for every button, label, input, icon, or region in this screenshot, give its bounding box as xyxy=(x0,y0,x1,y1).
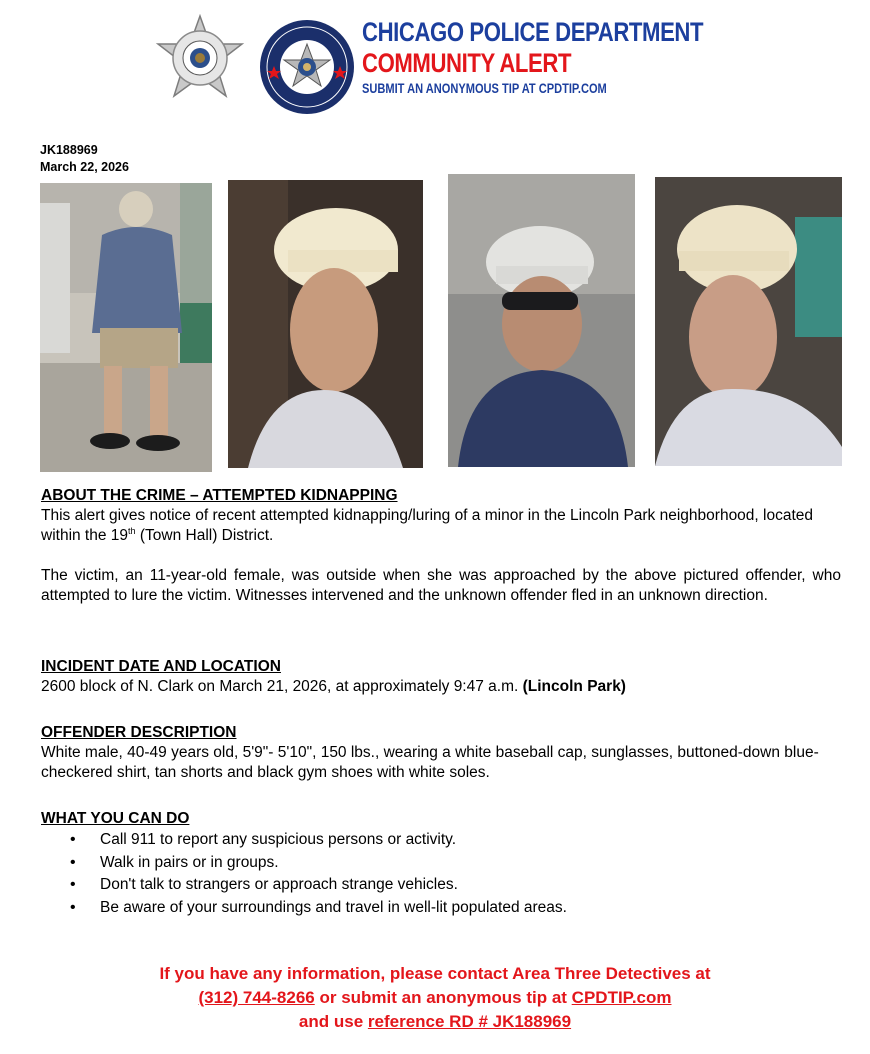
about-p1-text: This alert gives notice of recent attempted kidnapping/luring of a minor in the Lincoln Park neighborhood, located within the 19 xyxy=(41,507,814,544)
cpdtip-link[interactable]: CPDTIP.com xyxy=(571,988,672,1007)
reference-date: March 22, 2026 xyxy=(40,160,129,174)
tips-list xyxy=(41,829,841,919)
department-title: CHICAGO POLICE DEPARTMENT xyxy=(362,17,704,47)
reference-id: JK188969 xyxy=(40,143,98,157)
about-paragraph-2: The victim, an 11-year-old female, was outside when she was approached by the above pictured offender, who attempted to lure the victim. Witnesses intervened and the unknown offender fled in an unknown direction. xyxy=(41,567,841,604)
about-paragraph-1 xyxy=(41,506,841,546)
community-policing-logo xyxy=(258,18,356,116)
offender-description: White male, 40-49 years old, 5'9"- 5'10", 150 lbs., wearing a white baseball cap, sunglasses, buttoned-down blue-checkered shirt, tan shorts and black gym shoes with white soles. xyxy=(41,744,819,781)
footer-line-2 xyxy=(0,986,870,1010)
contact-footer xyxy=(0,962,870,1034)
offender-photo-4 xyxy=(655,177,842,466)
offender-section xyxy=(41,723,841,783)
reference-rd: reference RD # JK188969 xyxy=(367,1012,572,1031)
list-item: • Call 911 to report any suspicious persons or activity. xyxy=(41,829,841,852)
what-you-can-do-section xyxy=(41,809,841,919)
what-heading: WHAT YOU CAN DO xyxy=(41,810,190,827)
tip-line: SUBMIT AN ANONYMOUS TIP AT CPDTIP.COM xyxy=(362,81,607,96)
footer-line-3 xyxy=(0,1010,870,1034)
footer-line-1: If you have any information, please contact Area Three Detectives at xyxy=(159,964,711,983)
list-item: • Be aware of your surroundings and travel in well-lit populated areas. xyxy=(41,897,841,920)
header-text xyxy=(362,16,778,98)
offender-heading: OFFENDER DESCRIPTION xyxy=(41,724,237,741)
reference-block xyxy=(40,142,129,176)
detective-badge-logo xyxy=(152,14,248,114)
incident-heading: INCIDENT DATE AND LOCATION xyxy=(41,658,281,675)
offender-photo-1 xyxy=(40,183,212,472)
footer-mid-text: or submit an anonymous tip at xyxy=(314,988,572,1007)
phone-link[interactable]: (312) 744-8266 xyxy=(198,988,315,1007)
incident-details: 2600 block of N. Clark on March 21, 2026, at approximately 9:47 a.m. xyxy=(41,678,523,695)
list-item: • Don't talk to strangers or approach strange vehicles. xyxy=(41,874,841,897)
footer-line3-text: and use xyxy=(298,1012,368,1031)
incident-text xyxy=(41,677,841,697)
alert-title: COMMUNITY ALERT xyxy=(362,48,572,78)
offender-photo-2 xyxy=(228,180,423,468)
incident-section xyxy=(41,657,841,697)
incident-area: (Lincoln Park) xyxy=(522,678,626,695)
about-p1-sup: th xyxy=(128,526,136,536)
about-section xyxy=(41,486,841,606)
about-heading: ABOUT THE CRIME – ATTEMPTED KIDNAPPING xyxy=(41,487,398,504)
offender-photo-3 xyxy=(448,174,635,467)
list-item: • Walk in pairs or in groups. xyxy=(41,852,841,875)
about-p1-tail: (Town Hall) District. xyxy=(135,527,274,544)
